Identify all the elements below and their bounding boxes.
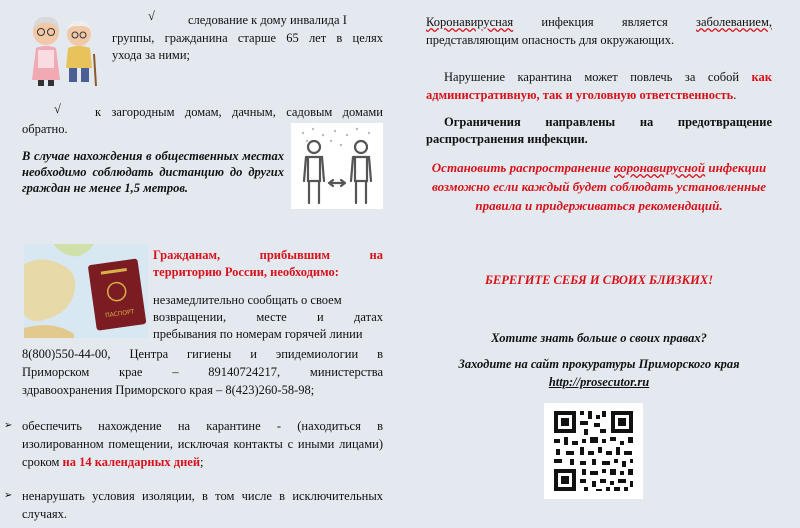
para1-a: Коронавирусная	[426, 15, 514, 29]
item1-line1: следование к дому инвалида I	[188, 13, 347, 27]
arrivals-heading-1: Гражданам, прибывшим на	[153, 248, 383, 262]
elderly-couple-icon	[24, 10, 104, 88]
arrivals-body-5: Приморском крае – 89140724217, министерства	[22, 365, 383, 379]
bullet-quarantine: ➢	[4, 420, 13, 431]
quarantine-days: на 14 календарных дней	[62, 455, 201, 469]
call-b: коронавирусной	[613, 160, 706, 175]
passport-label: ПАСПОРТ	[104, 308, 135, 320]
item1-line3: ухода за ними;	[112, 48, 191, 62]
item1-mark: √	[148, 9, 155, 23]
item2-line2: обратно.	[22, 122, 68, 136]
arrivals-body-6: здравоохранения Приморского края – 8(423)260-58-98;	[22, 383, 315, 397]
para2	[426, 68, 772, 104]
para1-line1	[426, 14, 772, 30]
arrivals-body-4: 8(800)550-44-00, Центра гигиены и эпидемиологии в	[22, 347, 383, 361]
arrivals-body-2: возвращении, месте и датах	[153, 310, 383, 324]
arrivals-body-1: незамедлительно сообщать о своем	[153, 293, 342, 307]
rights-question: Хотите знать больше о своих правах?	[491, 331, 707, 345]
quarantine-text	[22, 417, 383, 471]
social-distance-icon	[291, 123, 383, 209]
qr-code-icon	[544, 403, 643, 499]
item1-line2: группы, гражданина старше 65 лет в целях	[112, 31, 383, 45]
para1-b: инфекция является	[513, 15, 697, 29]
site-line: Заходите на сайт прокуратуры Приморского края	[458, 357, 740, 371]
distance-note: В случае нахождения в общественных местах необходимо соблюдать дистанцию до других граждан не менее 1,5 метров.	[22, 149, 284, 195]
care-slogan: БЕРЕГИТЕ СЕБЯ И СВОИХ БЛИЗКИХ!	[484, 273, 714, 287]
call-c: инфекции возможно если каждый будет соблюдать установленные правила и придерживаться рекомендаций.	[431, 160, 767, 213]
call-a: Остановить распространение	[431, 160, 614, 175]
para2-b: как административную, так и уголовную ответственность	[426, 70, 772, 102]
para1-line2: представляющим опасность для окружающих.	[426, 33, 675, 47]
isolation-text: ненарушать условия изоляции, в том числе в исключительных случаях.	[22, 489, 383, 521]
para3: Ограничения направлены на предотвращение распространения инфекции.	[426, 115, 772, 146]
arrivals-body-3: пребывания по номерам горячей линии	[153, 327, 363, 341]
item2-line1: к загородным домам, дачным, садовым домами	[95, 105, 383, 119]
quarantine-text-c: ;	[200, 455, 204, 469]
bullet-isolation: ➢	[4, 490, 13, 501]
item2-mark: √	[54, 102, 61, 116]
para1-c: заболеванием,	[696, 15, 772, 29]
para2-a: Нарушение карантина может повлечь за собой	[444, 70, 752, 84]
quarantine-text-a: обеспечить нахождение на карантине - (находиться в изолированном помещении, исключая контакты с иными лицами) сроком	[22, 419, 383, 469]
para2-c: .	[733, 88, 737, 102]
site-url[interactable]: http://prosecutor.ru	[548, 375, 650, 389]
arrivals-heading-2: территорию России, необходимо:	[153, 265, 339, 279]
passport-map-icon	[24, 244, 148, 338]
call-to-action	[426, 158, 772, 215]
